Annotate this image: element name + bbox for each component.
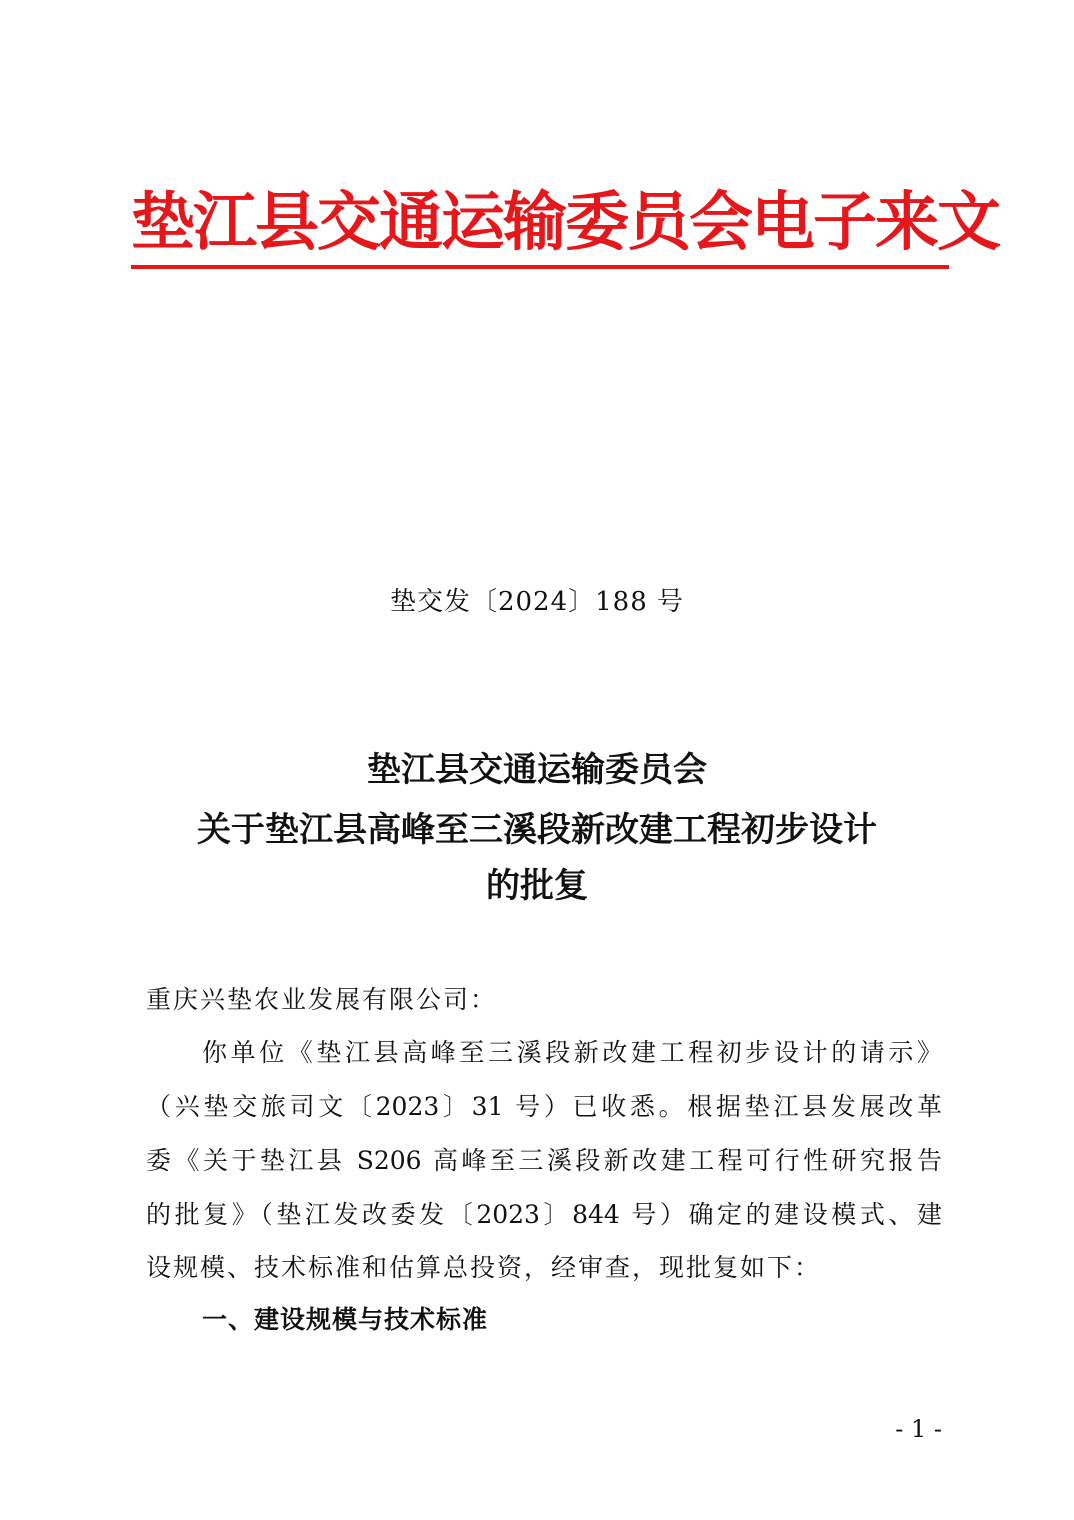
header-title: 垫江县交通运输委员会电子来文 bbox=[131, 185, 999, 260]
page-number: - 1 - bbox=[895, 1415, 942, 1443]
body-line: 你单位《垫江县高峰至三溪段新改建工程初步设计的请示》 bbox=[202, 1038, 942, 1067]
header-red-rule bbox=[131, 265, 949, 269]
document-number: 垫交发〔2024〕188 号 bbox=[389, 587, 685, 617]
addressee: 重庆兴垫农业发展有限公司： bbox=[146, 985, 498, 1014]
document-title-line-2: 关于垫江县高峰至三溪段新改建工程初步设计 bbox=[197, 810, 877, 850]
section-heading: 一、建设规模与技术标准 bbox=[202, 1305, 489, 1334]
body-line: 的批复》（垫江发改委发〔2023〕844 号）确定的建设模式、建 bbox=[146, 1200, 942, 1229]
document-title-line-1: 垫江县交通运输委员会 bbox=[367, 750, 707, 790]
body-line: （兴垫交旅司文〔2023〕31 号）已收悉。根据垫江县发展改革 bbox=[146, 1092, 942, 1121]
body-line: 设规模、技术标准和估算总投资，经审查，现批复如下： bbox=[146, 1253, 822, 1282]
document-title-line-3: 的批复 bbox=[486, 866, 588, 906]
body-line: 委《关于垫江县 S206 高峰至三溪段新改建工程可行性研究报告 bbox=[146, 1146, 942, 1175]
